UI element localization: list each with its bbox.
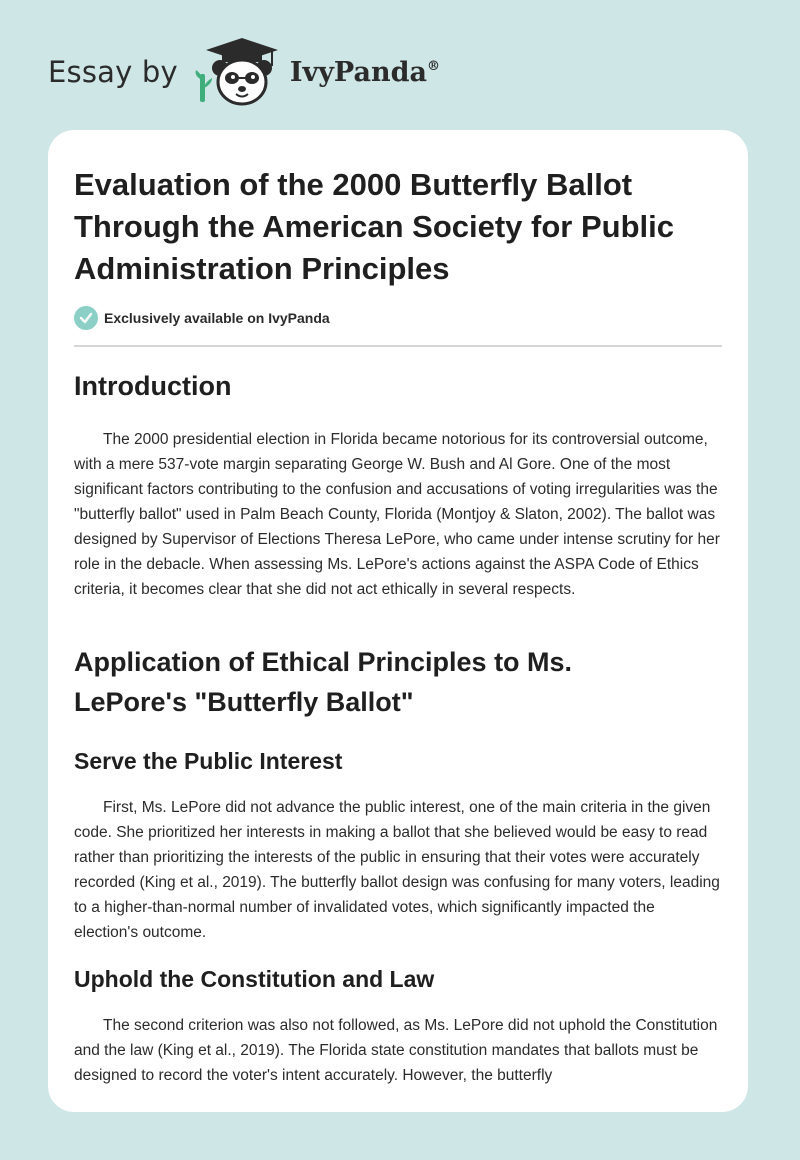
panda-logo-icon (192, 36, 284, 108)
section-heading-application: Application of Ethical Principles to Ms. LePore's "Butterfly Ballot" (74, 647, 573, 717)
divider (74, 345, 722, 347)
subsection-heading-public-interest: Serve the Public Interest (74, 748, 343, 774)
constitution-paragraph: The second criterion was also not followed, as Ms. LePore did not uphold the Constitution and the law (King et al., 2019). The Florida state constitution mandates that ballots must be designed to record the voter's intent accurately. However, the butterfly (74, 1017, 718, 1084)
introduction-paragraph: The 2000 presidential election in Florida became notorious for its controversial outcome, with a mere 537-vote margin separating George W. Bush and Al Gore. One of the most significant factors contributing to the confusion and accusations of voting irregularities was the "butterfly ballot" used in Palm Beach County, Florida (Montjoy & Slaton, 2002). The ballot was designed by Supervisor of Elections Theresa LePore, who came under intense scrutiny for her role in the debacle. When assessing Ms. LePore's actions against the ASPA Code of Ethics criteria, it becomes clear that she did not act ethically in several respects. (74, 431, 720, 598)
brand-prefix: Essay by (48, 55, 178, 89)
check-icon (74, 306, 98, 330)
exclusive-badge (74, 306, 330, 330)
exclusive-label: Exclusively available on IvyPanda (104, 310, 330, 326)
subsection-heading-constitution: Uphold the Constitution and Law (74, 966, 435, 992)
article-card (48, 130, 748, 1112)
public-interest-paragraph: First, Ms. LePore did not advance the public interest, one of the main criteria in the given code. She prioritized her interests in making a ballot that she believed would be easy to read rather than prioritizing the interests of the public in ensuring that their votes were accurately recorded (King et al., 2019). The butterfly ballot design was confusing for many voters, leading to a higher-than-normal number of invalidated votes, which significantly impacted the election's outcome. (74, 799, 720, 941)
section-heading-introduction: Introduction (74, 371, 232, 401)
article-title: Evaluation of the 2000 Butterfly Ballot Through the American Society for Public Administration Principles (74, 167, 674, 286)
brand-name: IvyPanda® (289, 56, 440, 88)
brand-header[interactable] (48, 36, 440, 108)
